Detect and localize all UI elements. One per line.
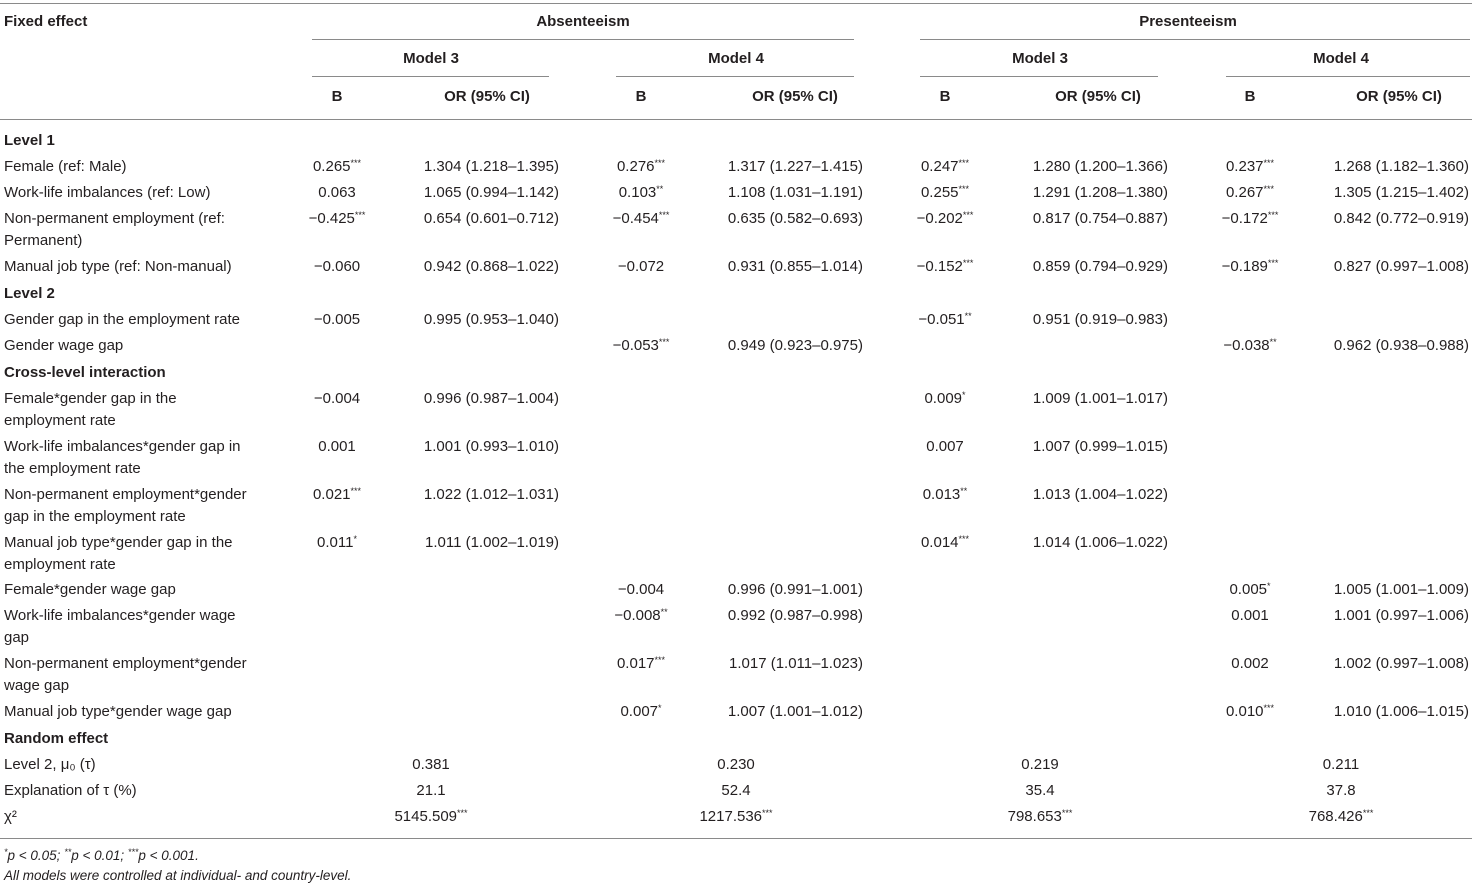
row-label: the employment rate [4, 460, 141, 477]
coef-b-cell: 0.247*** [920, 158, 970, 175]
row-label: gap [4, 629, 30, 646]
coef-b-cell: −0.172*** [1221, 210, 1279, 227]
coef-b-cell: 0.009* [924, 390, 966, 407]
coef-b-cell: 0.237*** [1225, 158, 1275, 175]
odds-ratio-cell: 1.317 (1.227–1.415) [727, 158, 863, 175]
odds-ratio-cell: 1.268 (1.182–1.360) [1333, 158, 1469, 175]
random-effect-value: 37.8 [1326, 782, 1356, 799]
odds-ratio-cell: 1.011 (1.002–1.019) [425, 534, 559, 551]
row-label: Female (ref: Male) [4, 158, 127, 175]
footnote-significance: *p < 0.05; **p < 0.01; ***p < 0.001. [4, 847, 199, 863]
table-bottom-rule [0, 838, 1472, 839]
odds-ratio-cell: 0.995 (0.953–1.040) [423, 311, 559, 328]
odds-ratio-cell: 1.001 (0.993–1.010) [423, 438, 559, 455]
coef-b-cell: 0.013** [922, 486, 968, 503]
header-pres-model3: Model 3 [1012, 50, 1068, 67]
coef-b-cell: −0.060 [313, 258, 361, 275]
row-label: Work-life imbalances (ref: Low) [4, 184, 211, 201]
header-fixed-effect: Fixed effect [4, 13, 88, 30]
section-cross-level: Cross-level interaction [4, 364, 166, 381]
coef-b-cell: 0.005* [1229, 581, 1271, 598]
coef-b-cell: 0.001 [1231, 607, 1269, 624]
coef-b-cell: 0.001 [318, 438, 356, 455]
coef-b-cell: 0.007 [926, 438, 964, 455]
odds-ratio-cell: 0.635 (0.582–0.693) [727, 210, 863, 227]
random-effect-value: 5145.509*** [394, 808, 468, 825]
row-label: Gender wage gap [4, 337, 124, 354]
row-label: employment rate [4, 412, 116, 429]
random-effect-value: 1217.536*** [699, 808, 773, 825]
coef-b-cell: 0.276*** [616, 158, 666, 175]
random-effect-value: 35.4 [1025, 782, 1055, 799]
top-rule [0, 3, 1472, 4]
coef-b-cell: 0.063 [318, 184, 356, 201]
odds-ratio-cell: 1.009 (1.001–1.017) [1032, 390, 1168, 407]
random-effect-value: 0.230 [717, 756, 755, 773]
section-level-2: Level 2 [4, 285, 55, 302]
odds-ratio-cell: 1.108 (1.031–1.191) [727, 184, 863, 201]
coef-b-cell: 0.011* [317, 534, 357, 551]
row-label: Manual job type*gender gap in the [4, 534, 233, 551]
row-label: Gender gap in the employment rate [4, 311, 240, 328]
row-label: Non-permanent employment (ref: [4, 210, 225, 227]
random-row-label: χ² [4, 808, 17, 825]
coef-b-cell: 0.103** [618, 184, 664, 201]
random-effect-value: 0.381 [412, 756, 450, 773]
row-label: Work-life imbalances*gender wage [4, 607, 236, 624]
column-header-b: B [331, 88, 343, 105]
random-effect-value: 21.1 [416, 782, 446, 799]
odds-ratio-cell: 1.280 (1.200–1.366) [1032, 158, 1168, 175]
row-label: Non-permanent employment*gender [4, 486, 247, 503]
header-pres-model4: Model 4 [1313, 50, 1369, 67]
coef-b-cell: 0.007* [620, 703, 662, 720]
column-header-or: OR (95% CI) [444, 88, 530, 105]
random-effect-value: 0.211 [1322, 756, 1360, 773]
coef-b-cell: −0.008** [614, 607, 668, 624]
random-effect-value: 798.653*** [1007, 808, 1073, 825]
odds-ratio-cell: 0.942 (0.868–1.022) [423, 258, 559, 275]
pres-model3-rule [920, 76, 1158, 77]
header-bottom-rule [0, 119, 1472, 120]
coef-b-cell: 0.265*** [312, 158, 362, 175]
coef-b-cell: −0.004 [313, 390, 361, 407]
odds-ratio-cell: 0.996 (0.991–1.001) [727, 581, 863, 598]
header-abs-model4: Model 4 [708, 50, 764, 67]
header-absenteeism: Absenteeism [536, 13, 630, 30]
header-abs-model3: Model 3 [403, 50, 459, 67]
coef-b-cell: −0.072 [617, 258, 665, 275]
coef-b-cell: −0.038** [1223, 337, 1277, 354]
coef-b-cell: −0.004 [617, 581, 665, 598]
row-label: employment rate [4, 556, 116, 573]
odds-ratio-cell: 1.005 (1.001–1.009) [1333, 581, 1469, 598]
row-label: Female*gender wage gap [4, 581, 176, 598]
odds-ratio-cell: 1.007 (0.999–1.015) [1032, 438, 1168, 455]
odds-ratio-cell: 0.996 (0.987–1.004) [423, 390, 559, 407]
row-label: wage gap [4, 677, 70, 694]
odds-ratio-cell: 0.654 (0.601–0.712) [423, 210, 559, 227]
coef-b-cell: 0.010*** [1225, 703, 1275, 720]
coef-b-cell: −0.425*** [308, 210, 366, 227]
odds-ratio-cell: 1.065 (0.994–1.142) [423, 184, 559, 201]
odds-ratio-cell: 0.859 (0.794–0.929) [1032, 258, 1168, 275]
random-effect-value: 52.4 [721, 782, 751, 799]
coef-b-cell: 0.014*** [920, 534, 970, 551]
column-header-or: OR (95% CI) [1356, 88, 1442, 105]
abs-model3-rule [312, 76, 549, 77]
odds-ratio-cell: 1.013 (1.004–1.022) [1032, 486, 1168, 503]
coef-b-cell: 0.267*** [1225, 184, 1275, 201]
random-effect-value: 768.426*** [1308, 808, 1374, 825]
odds-ratio-cell: 0.931 (0.855–1.014) [727, 258, 863, 275]
row-label: Manual job type (ref: Non-manual) [4, 258, 232, 275]
coef-b-cell: 0.021*** [312, 486, 362, 503]
absenteeism-rule [312, 39, 854, 40]
coef-b-cell: 0.255*** [920, 184, 970, 201]
odds-ratio-cell: 0.992 (0.987–0.998) [727, 607, 863, 624]
odds-ratio-cell: 1.291 (1.208–1.380) [1032, 184, 1168, 201]
odds-ratio-cell: 1.014 (1.006–1.022) [1032, 534, 1168, 551]
odds-ratio-cell: 0.951 (0.919–0.983) [1032, 311, 1168, 328]
row-label: Female*gender gap in the [4, 390, 177, 407]
row-label: gap in the employment rate [4, 508, 186, 525]
footnote-controls: All models were controlled at individual- and country-level. [4, 868, 352, 883]
random-row-label: Explanation of τ (%) [4, 782, 137, 799]
column-header-b: B [635, 88, 647, 105]
column-header-b: B [939, 88, 951, 105]
abs-model4-rule [616, 76, 854, 77]
row-label: Manual job type*gender wage gap [4, 703, 232, 720]
pres-model4-rule [1226, 76, 1470, 77]
section-level-1: Level 1 [4, 132, 55, 149]
coef-b-cell: 0.002 [1231, 655, 1269, 672]
coef-b-cell: −0.005 [313, 311, 361, 328]
random-row-label: Level 2, μ₀ (τ) [4, 756, 96, 773]
coef-b-cell: −0.189*** [1221, 258, 1279, 275]
row-label: Work-life imbalances*gender gap in [4, 438, 241, 455]
odds-ratio-cell: 0.817 (0.754–0.887) [1032, 210, 1168, 227]
column-header-or: OR (95% CI) [752, 88, 838, 105]
coef-b-cell: −0.152*** [916, 258, 974, 275]
odds-ratio-cell: 0.827 (0.997–1.008) [1333, 258, 1469, 275]
random-effect-value: 0.219 [1021, 756, 1059, 773]
coef-b-cell: 0.017*** [616, 655, 666, 672]
odds-ratio-cell: 0.962 (0.938–0.988) [1333, 337, 1469, 354]
odds-ratio-cell: 1.007 (1.001–1.012) [727, 703, 863, 720]
column-header-or: OR (95% CI) [1055, 88, 1141, 105]
coef-b-cell: −0.454*** [612, 210, 670, 227]
column-header-b: B [1244, 88, 1256, 105]
odds-ratio-cell: 1.022 (1.012–1.031) [423, 486, 559, 503]
odds-ratio-cell: 1.017 (1.011–1.023) [729, 655, 863, 672]
row-label: Non-permanent employment*gender [4, 655, 247, 672]
odds-ratio-cell: 0.949 (0.923–0.975) [727, 337, 863, 354]
presenteeism-rule [920, 39, 1470, 40]
section-random-effect: Random effect [4, 730, 109, 747]
header-presenteeism: Presenteeism [1139, 13, 1237, 30]
coef-b-cell: −0.202*** [916, 210, 974, 227]
odds-ratio-cell: 1.304 (1.218–1.395) [423, 158, 559, 175]
coef-b-cell: −0.051** [918, 311, 972, 328]
coef-b-cell: −0.053*** [612, 337, 670, 354]
odds-ratio-cell: 1.010 (1.006–1.015) [1333, 703, 1469, 720]
odds-ratio-cell: 1.305 (1.215–1.402) [1333, 184, 1469, 201]
odds-ratio-cell: 1.002 (0.997–1.008) [1333, 655, 1469, 672]
row-label: Permanent) [4, 232, 83, 249]
odds-ratio-cell: 1.001 (0.997–1.006) [1333, 607, 1469, 624]
odds-ratio-cell: 0.842 (0.772–0.919) [1333, 210, 1469, 227]
